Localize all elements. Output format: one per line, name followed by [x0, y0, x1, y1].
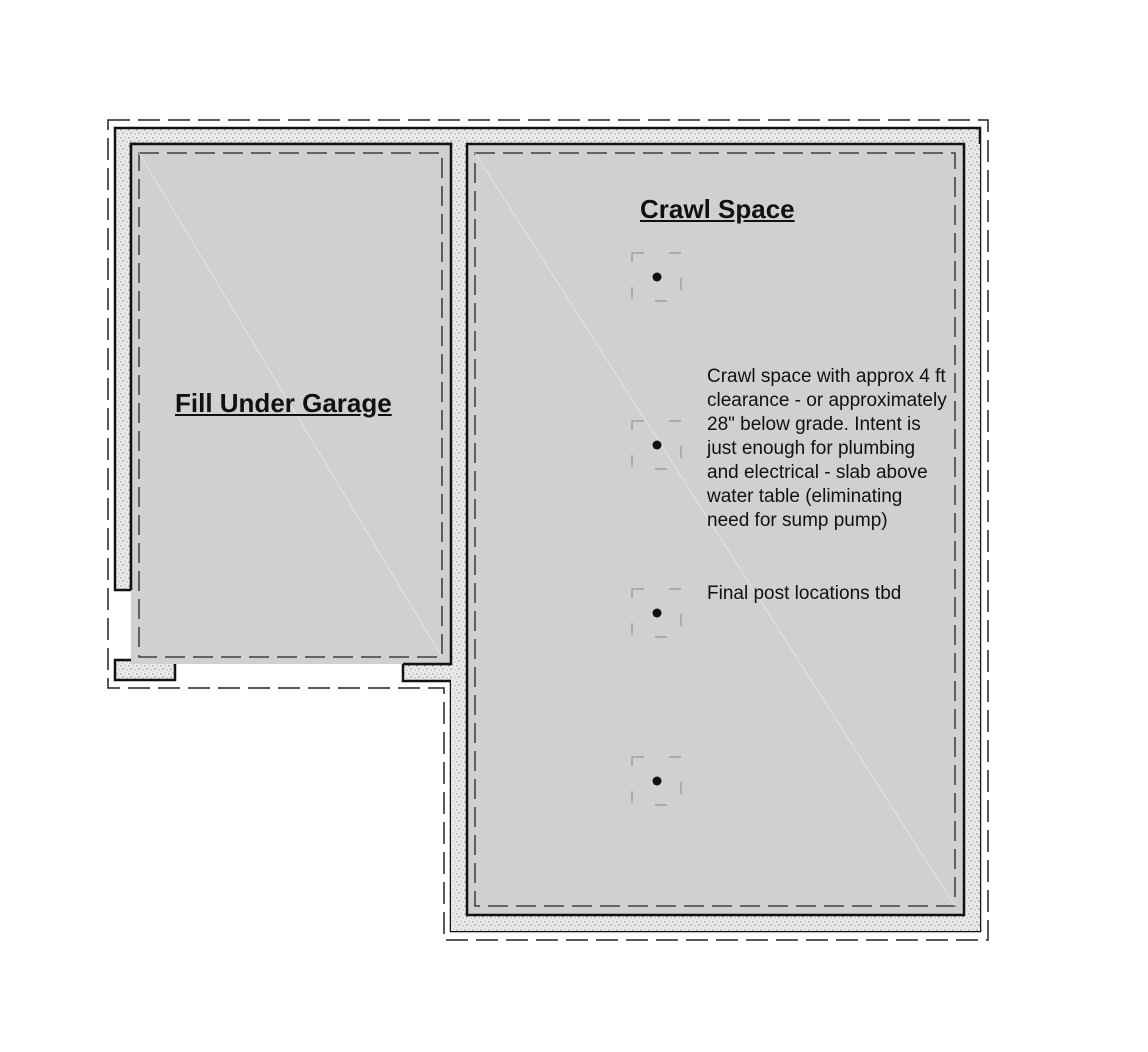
crawl-space-room-label: Crawl Space: [640, 194, 795, 224]
post-locations-note: Final post locations tbd: [707, 583, 902, 604]
crawl-space-note: Crawl space with approx 4 ft clearance - or approximately 28" below grade. Intent is just enough for plumbing and electrical - slab above water table (eliminating need for sump pump): [707, 366, 947, 531]
garage-room-label: Fill Under Garage: [175, 388, 392, 418]
